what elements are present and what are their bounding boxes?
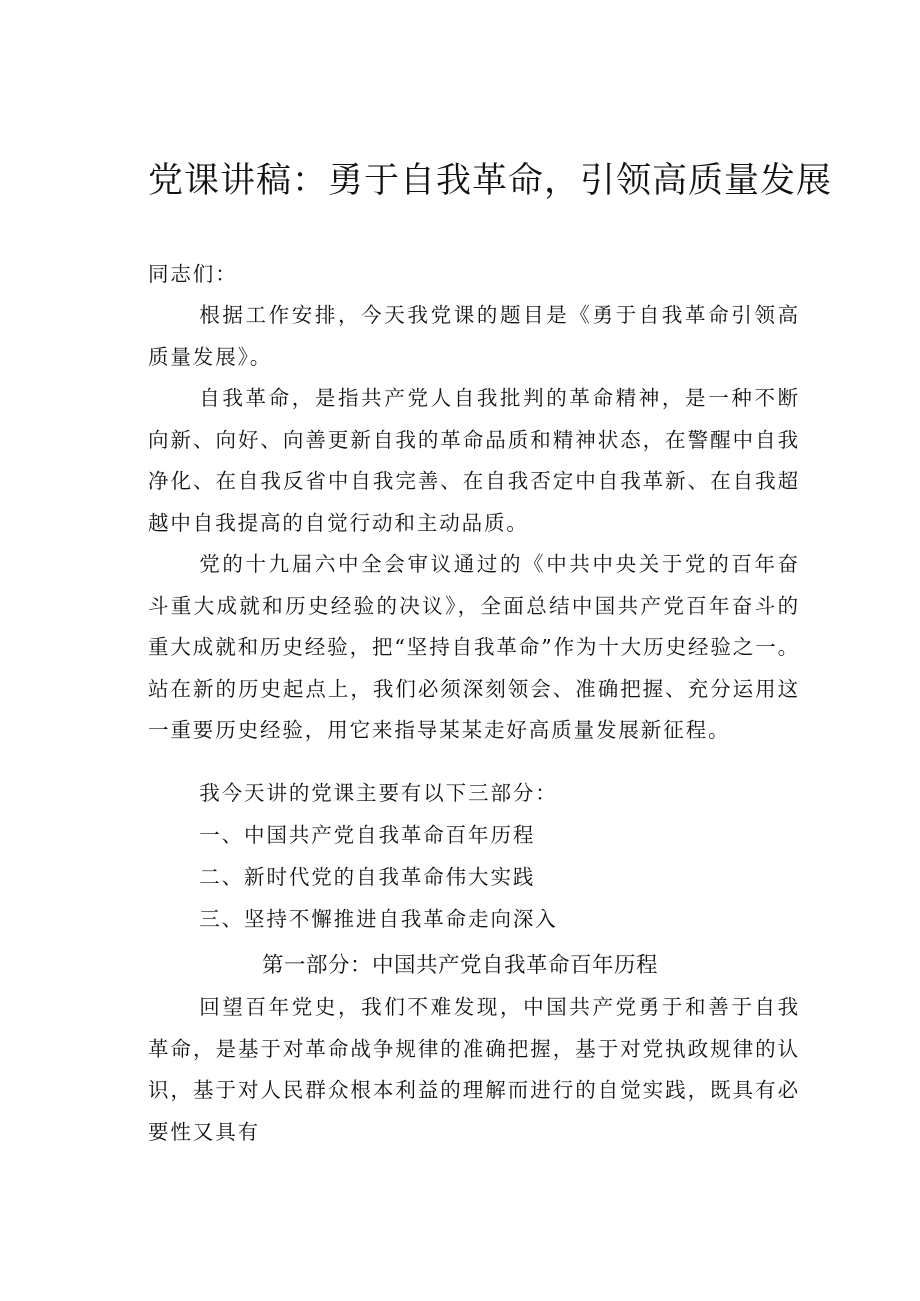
outline-item-3: 三、坚持不懈推进自我革命走向深入 bbox=[199, 907, 558, 931]
section-heading: 第一部分：中国共产党自我革命百年历程 bbox=[261, 953, 658, 978]
outline-item-1: 一、中国共产党自我革命百年历程 bbox=[199, 823, 536, 847]
paragraph-topic: 根据工作安排，今天我党课的题目是《勇于自我革命引领高质量发展》。 bbox=[148, 303, 800, 369]
paragraph-outline-intro: 我今天讲的党课主要有以下三部分： bbox=[199, 781, 558, 805]
outline-item-2: 二、新时代党的自我革命伟大实践 bbox=[199, 865, 536, 889]
paragraph-resolution: 党的十九届六中全会审议通过的《中共中央关于党的百年奋斗重大成就和历史经验的决议》，全面总结中国共产党百年奋斗的重大成就和历史经验，把“坚持自我革命”作为十大历史经验之一。站在新的历史起点上，我们必须深刻领会、准确把握、充分运用这一重要历史经验，用它来指导某某走好高质量发展新征程。 bbox=[148, 552, 800, 742]
paragraph-section-one: 回望百年党史，我们不难发现，中国共产党勇于和善于自我革命，是基于对革命战争规律的准确把握，基于对党执政规律的认识，基于对人民群众根本利益的理解而进行的自觉实践，既具有必要性又具有 bbox=[148, 995, 800, 1144]
paragraph-definition: 自我革命，是指共产党人自我批判的革命精神，是一种不断向新、向好、向善更新自我的革命品质和精神状态，在警醒中自我净化、在自我反省中自我完善、在自我否定中自我革新、在自我超越中自我提高的自觉行动和主动品质。 bbox=[148, 386, 800, 535]
salutation: 同志们： bbox=[148, 262, 238, 286]
document-title: 党课讲稿：勇于自我革命，引领高质量发展 bbox=[148, 161, 833, 201]
